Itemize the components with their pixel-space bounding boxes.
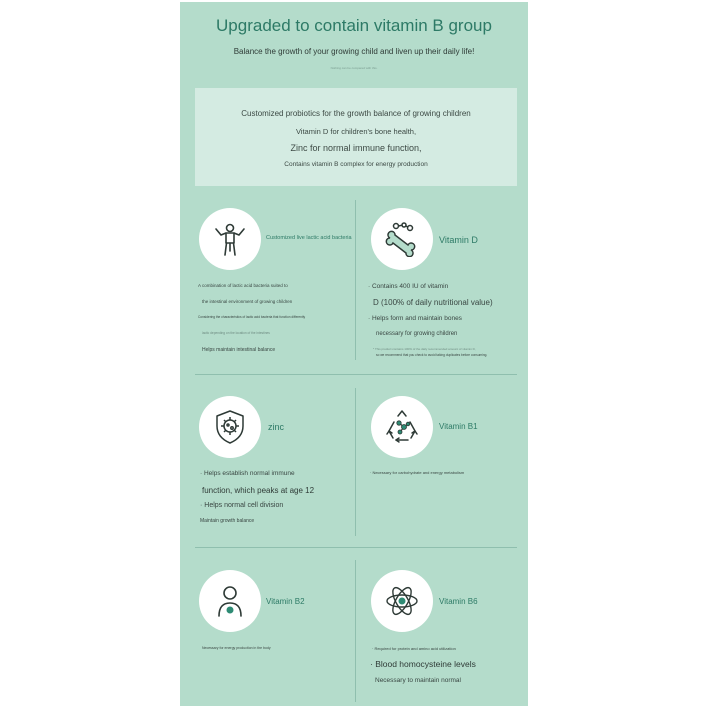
- feature-text: · Helps normal cell division: [200, 502, 284, 509]
- feature-text: · Blood homocysteine levels: [370, 659, 476, 669]
- feature-label: Vitamin B6: [439, 597, 478, 606]
- column-divider: [355, 388, 356, 536]
- feature-icon-circle: [371, 208, 433, 270]
- column-divider: [355, 200, 356, 360]
- person-energy-icon: [212, 583, 248, 619]
- feature-label: Vitamin B2: [266, 597, 305, 606]
- feature-label: Vitamin B1: [439, 422, 478, 431]
- feature-text: Maintain growth balance: [200, 518, 255, 524]
- feature-text: D (100% of daily nutritional value): [373, 298, 493, 307]
- feature-text: Helps maintain intestinal balance: [202, 347, 276, 353]
- feature-icon-circle: [199, 208, 261, 270]
- summary-line: Customized probiotics for the growth balance of growing children: [241, 109, 471, 118]
- feature-text: · Required for protein and amino acid utilization: [372, 646, 456, 651]
- feature-text: lactic depending on the location of the intestines: [202, 331, 270, 335]
- feature-text: Necessary for energy production in the body: [202, 646, 271, 650]
- feature-text: the intestinal environment of growing children: [202, 299, 293, 304]
- feature-label: Vitamin D: [439, 235, 478, 245]
- summary-line: Contains vitamin B complex for energy production: [284, 161, 428, 168]
- feature-text: so we recommend that you check to avoid taking duplicates before consuming.: [376, 353, 488, 357]
- page-title: Upgraded to contain vitamin B group: [216, 16, 492, 35]
- bone-icon: [384, 221, 420, 257]
- row-divider: [195, 547, 517, 548]
- column-divider: [355, 560, 356, 702]
- feature-icon-circle: [371, 570, 433, 632]
- feature-text: necessary for growing children: [376, 331, 458, 337]
- feature-text: A combination of lactic acid bacteria suited to: [198, 283, 288, 288]
- feature-text: · Necessary for carbohydrate and energy metabolism: [370, 470, 465, 475]
- summary-line: Zinc for normal immune function,: [290, 143, 422, 153]
- row-divider: [195, 374, 517, 375]
- page-subtitle: Balance the growth of your growing child and liven up their daily life!: [233, 47, 475, 56]
- feature-text: * This product contains 100% of the daily recommended amount of vitamin D,: [373, 347, 476, 351]
- recycle-molecule-icon: [384, 409, 420, 445]
- feature-icon-circle: [199, 570, 261, 632]
- feature-label: zinc: [268, 422, 285, 432]
- feature-text: · Helps form and maintain bones: [368, 315, 462, 322]
- shield-virus-icon: [212, 409, 248, 445]
- feature-label: Customized live lactic acid bacteria: [266, 235, 352, 241]
- feature-text: Necessary to maintain normal: [375, 677, 461, 684]
- feature-text: function, which peaks at age 12: [202, 486, 315, 495]
- infographic-panel: [180, 2, 528, 706]
- feature-icon-circle: [371, 396, 433, 458]
- person-icon: [212, 221, 248, 257]
- feature-text: · Helps establish normal immune: [200, 470, 295, 477]
- summary-box: [195, 88, 517, 186]
- fineprint: Nothing can be compared with this.: [330, 66, 378, 70]
- feature-icon-circle: [199, 396, 261, 458]
- feature-text: · Contains 400 IU of vitamin: [368, 283, 449, 290]
- feature-text: Considering the characteristics of lactic acid bacteria that function differently: [198, 315, 306, 319]
- summary-line: Vitamin D for children's bone health,: [295, 127, 417, 136]
- atom-icon: [384, 583, 420, 619]
